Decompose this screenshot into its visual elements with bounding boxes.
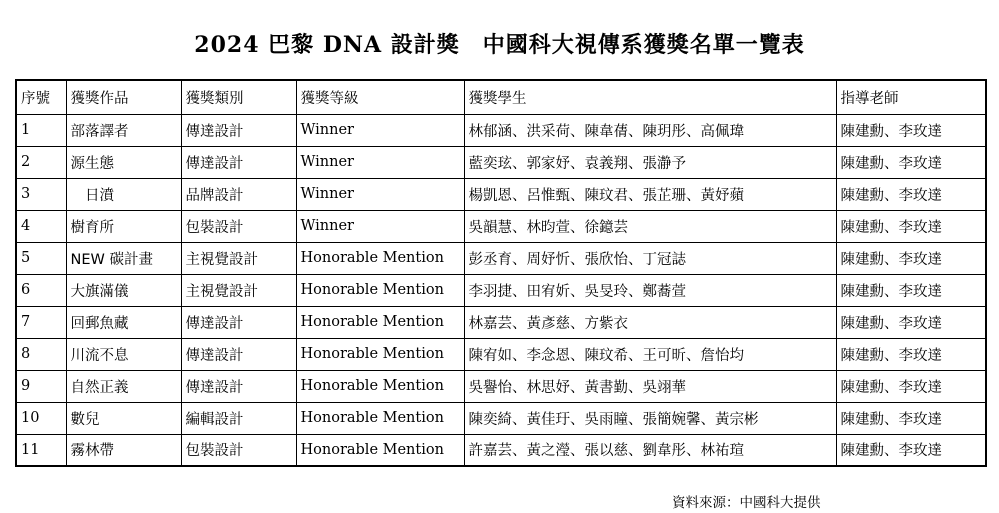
cell-students: 李羽捷、田宥妡、吳旻玲、鄭蕎萱 — [464, 274, 836, 306]
cell-students: 吳韻慧、林昀萱、徐鐿芸 — [464, 210, 836, 242]
cell-level: Honorable Mention — [296, 370, 464, 402]
awards-table — [15, 79, 987, 467]
cell-students: 彭丞育、周妤忻、張欣怡、丁冠誌 — [464, 242, 836, 274]
cell-category: 包裝設計 — [181, 434, 296, 466]
cell-students: 楊凱恩、呂惟甄、陳玟君、張芷珊、黃妤蘋 — [464, 178, 836, 210]
cell-work: 部落譯者 — [66, 114, 181, 146]
cell-level: Honorable Mention — [296, 434, 464, 466]
cell-no: 7 — [16, 306, 66, 338]
cell-category: 品牌設計 — [181, 178, 296, 210]
cell-no: 11 — [16, 434, 66, 466]
cell-teachers: 陳建勳、李玫達 — [836, 402, 986, 434]
cell-no: 3 — [16, 178, 66, 210]
header-students: 獲獎學生 — [464, 80, 836, 114]
cell-students: 陳宥如、李念恩、陳玟希、王可昕、詹怡均 — [464, 338, 836, 370]
cell-level: Winner — [296, 210, 464, 242]
header-level: 獲獎等級 — [296, 80, 464, 114]
table-row — [16, 274, 986, 306]
cell-level: Honorable Mention — [296, 274, 464, 306]
page-title: 2024 巴黎 DNA 設計獎 中國科大視傳系獲獎名單一覽表 — [194, 32, 805, 58]
cell-teachers: 陳建勳、李玫達 — [836, 434, 986, 466]
header-work: 獲獎作品 — [66, 80, 181, 114]
cell-work: 數兒 — [66, 402, 181, 434]
cell-students: 吳譽怡、林思妤、黃書勤、吳翊華 — [464, 370, 836, 402]
table-row — [16, 338, 986, 370]
cell-teachers: 陳建勳、李玫達 — [836, 114, 986, 146]
cell-teachers: 陳建勳、李玫達 — [836, 210, 986, 242]
cell-category: 主視覺設計 — [181, 274, 296, 306]
cell-work: 霧林帶 — [66, 434, 181, 466]
table-header-row — [16, 80, 986, 114]
cell-category: 傳達設計 — [181, 306, 296, 338]
cell-level: Honorable Mention — [296, 402, 464, 434]
cell-teachers: 陳建勳、李玫達 — [836, 178, 986, 210]
cell-students: 許嘉芸、黃之瀅、張以慈、劉韋彤、林祐瑄 — [464, 434, 836, 466]
table-row — [16, 434, 986, 466]
cell-no: 10 — [16, 402, 66, 434]
cell-students: 林嘉芸、黃彥慈、方紫衣 — [464, 306, 836, 338]
header-no: 序號 — [16, 80, 66, 114]
cell-teachers: 陳建勳、李玫達 — [836, 306, 986, 338]
cell-no: 5 — [16, 242, 66, 274]
cell-no: 9 — [16, 370, 66, 402]
cell-category: 傳達設計 — [181, 114, 296, 146]
cell-teachers: 陳建勳、李玫達 — [836, 338, 986, 370]
cell-level: Winner — [296, 178, 464, 210]
cell-work: 源生態 — [66, 146, 181, 178]
cell-level: Honorable Mention — [296, 306, 464, 338]
cell-level: Honorable Mention — [296, 338, 464, 370]
header-teachers: 指導老師 — [836, 80, 986, 114]
cell-no: 6 — [16, 274, 66, 306]
table-row — [16, 114, 986, 146]
cell-category: 編輯設計 — [181, 402, 296, 434]
cell-category: 傳達設計 — [181, 370, 296, 402]
cell-work: 自然正義 — [66, 370, 181, 402]
cell-work: NEW 碳計畫 — [66, 242, 181, 274]
cell-work: 樹育所 — [66, 210, 181, 242]
cell-no: 1 — [16, 114, 66, 146]
cell-no: 2 — [16, 146, 66, 178]
table-row — [16, 242, 986, 274]
cell-students: 藍奕玹、郭家妤、袁義翔、張瀞予 — [464, 146, 836, 178]
cell-teachers: 陳建勳、李玫達 — [836, 146, 986, 178]
cell-work: 川流不息 — [66, 338, 181, 370]
cell-students: 林郁涵、洪采荷、陳韋蒨、陳玥彤、高佩瑋 — [464, 114, 836, 146]
cell-level: Winner — [296, 146, 464, 178]
cell-category: 包裝設計 — [181, 210, 296, 242]
table-row — [16, 178, 986, 210]
source-note: 資料來源：中國科大提供 — [672, 495, 821, 511]
cell-category: 主視覺設計 — [181, 242, 296, 274]
cell-teachers: 陳建勳、李玫達 — [836, 242, 986, 274]
cell-category: 傳達設計 — [181, 338, 296, 370]
header-category: 獲獎類別 — [181, 80, 296, 114]
cell-work: 大旗滿儀 — [66, 274, 181, 306]
cell-work: 回郵魚藏 — [66, 306, 181, 338]
table-row — [16, 306, 986, 338]
cell-level: Winner — [296, 114, 464, 146]
cell-category: 傳達設計 — [181, 146, 296, 178]
cell-no: 8 — [16, 338, 66, 370]
cell-students: 陳奕綺、黃佳玗、吳雨瞳、張簡婉馨、黃宗彬 — [464, 402, 836, 434]
table-row — [16, 402, 986, 434]
table-row — [16, 210, 986, 242]
cell-teachers: 陳建勳、李玫達 — [836, 370, 986, 402]
table-row — [16, 146, 986, 178]
cell-teachers: 陳建勳、李玫達 — [836, 274, 986, 306]
table-row — [16, 370, 986, 402]
cell-no: 4 — [16, 210, 66, 242]
cell-work: 日濆 — [66, 178, 181, 210]
cell-level: Honorable Mention — [296, 242, 464, 274]
